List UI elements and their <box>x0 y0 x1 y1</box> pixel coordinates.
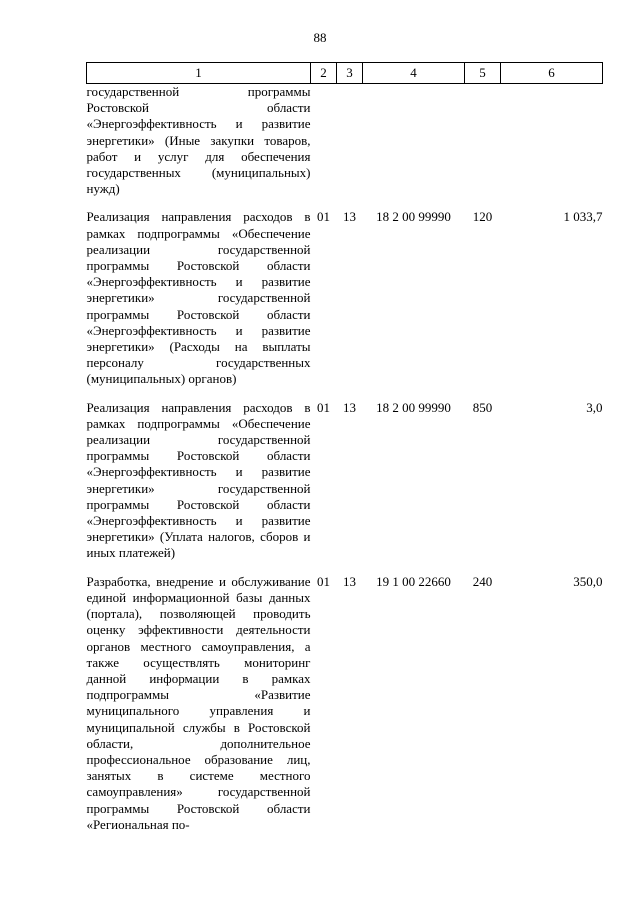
page-number: 88 <box>313 30 327 45</box>
row-subsection-code: 13 <box>343 573 356 589</box>
row-amount <box>501 84 603 198</box>
row-subsection-code: 13 <box>343 399 356 415</box>
column-header-2: 2 <box>311 63 337 84</box>
row-target-article <box>363 84 465 198</box>
column-header-6: 6 <box>501 63 603 84</box>
column-header-4: 4 <box>363 63 465 84</box>
row-description: Разработка, внедрение и обслуживание единой информационной базы данных (портала), позволяющей проводить оценку эффективности деятельности органов местного самоуправления, а также осуществлять мониторинг данной информации в рамках подпрограммы «Развитие муниципального управления и муниципальной службы в Ростовской области, дополнительное профессиональное образование лиц, занятых в системе местного самоуправления» государственной программы Ростовской области «Региональная по- <box>86 573 311 832</box>
budget-table <box>86 62 603 833</box>
row-amount: 3,0 <box>586 399 603 415</box>
row-subsection-code <box>337 84 363 198</box>
row-expense-type: 850 <box>472 399 493 415</box>
row-expense-type <box>465 84 501 198</box>
row-amount: 1 033,7 <box>563 209 603 225</box>
table-row <box>87 209 603 387</box>
row-description: государственной программы Ростовской области «Энергоэффективность и развитие энергетики» (Иные закупки товаров, работ и услуг для обеспечения государственных (муниципальных) нужд) <box>86 84 311 197</box>
column-header-3: 3 <box>337 63 363 84</box>
column-header-5: 5 <box>465 63 501 84</box>
table-body <box>87 84 603 833</box>
row-expense-type: 240 <box>472 573 493 589</box>
row-expense-type: 120 <box>472 209 493 225</box>
row-section-code: 01 <box>317 399 330 415</box>
row-subsection-code: 13 <box>343 209 356 225</box>
table-row <box>87 400 603 562</box>
row-target-article: 18 2 00 99990 <box>376 399 451 415</box>
column-header-1: 1 <box>87 63 311 84</box>
row-section-code: 01 <box>317 209 330 225</box>
row-amount: 350,0 <box>573 573 603 589</box>
header-row <box>87 63 603 84</box>
row-target-article: 18 2 00 99990 <box>376 209 451 225</box>
table-row <box>87 84 603 198</box>
table-header <box>87 63 603 84</box>
table-row <box>87 574 603 833</box>
row-spacer <box>87 197 603 209</box>
row-description: Реализация направления расходов в рамках подпрограммы «Обеспечение реализации государственной программы Ростовской области «Энергоэффективность и развитие энергетики» государственной программы Ростовской области «Энергоэффективность и развитие энергетики» (Расходы на выплаты персоналу государственных (муниципальных) органов) <box>86 209 311 387</box>
row-target-article: 19 1 00 22660 <box>376 573 451 589</box>
row-spacer <box>87 388 603 400</box>
row-section-code: 01 <box>317 573 330 589</box>
row-section-code <box>311 84 337 198</box>
row-spacer <box>87 562 603 574</box>
row-description: Реализация направления расходов в рамках подпрограммы «Обеспечение реализации государственной программы Ростовской области «Энергоэффективность и развитие энергетики» государственной программы Ростовской области «Энергоэффективность и развитие энергетики» (Уплата налогов, сборов и иных платежей) <box>86 399 311 561</box>
